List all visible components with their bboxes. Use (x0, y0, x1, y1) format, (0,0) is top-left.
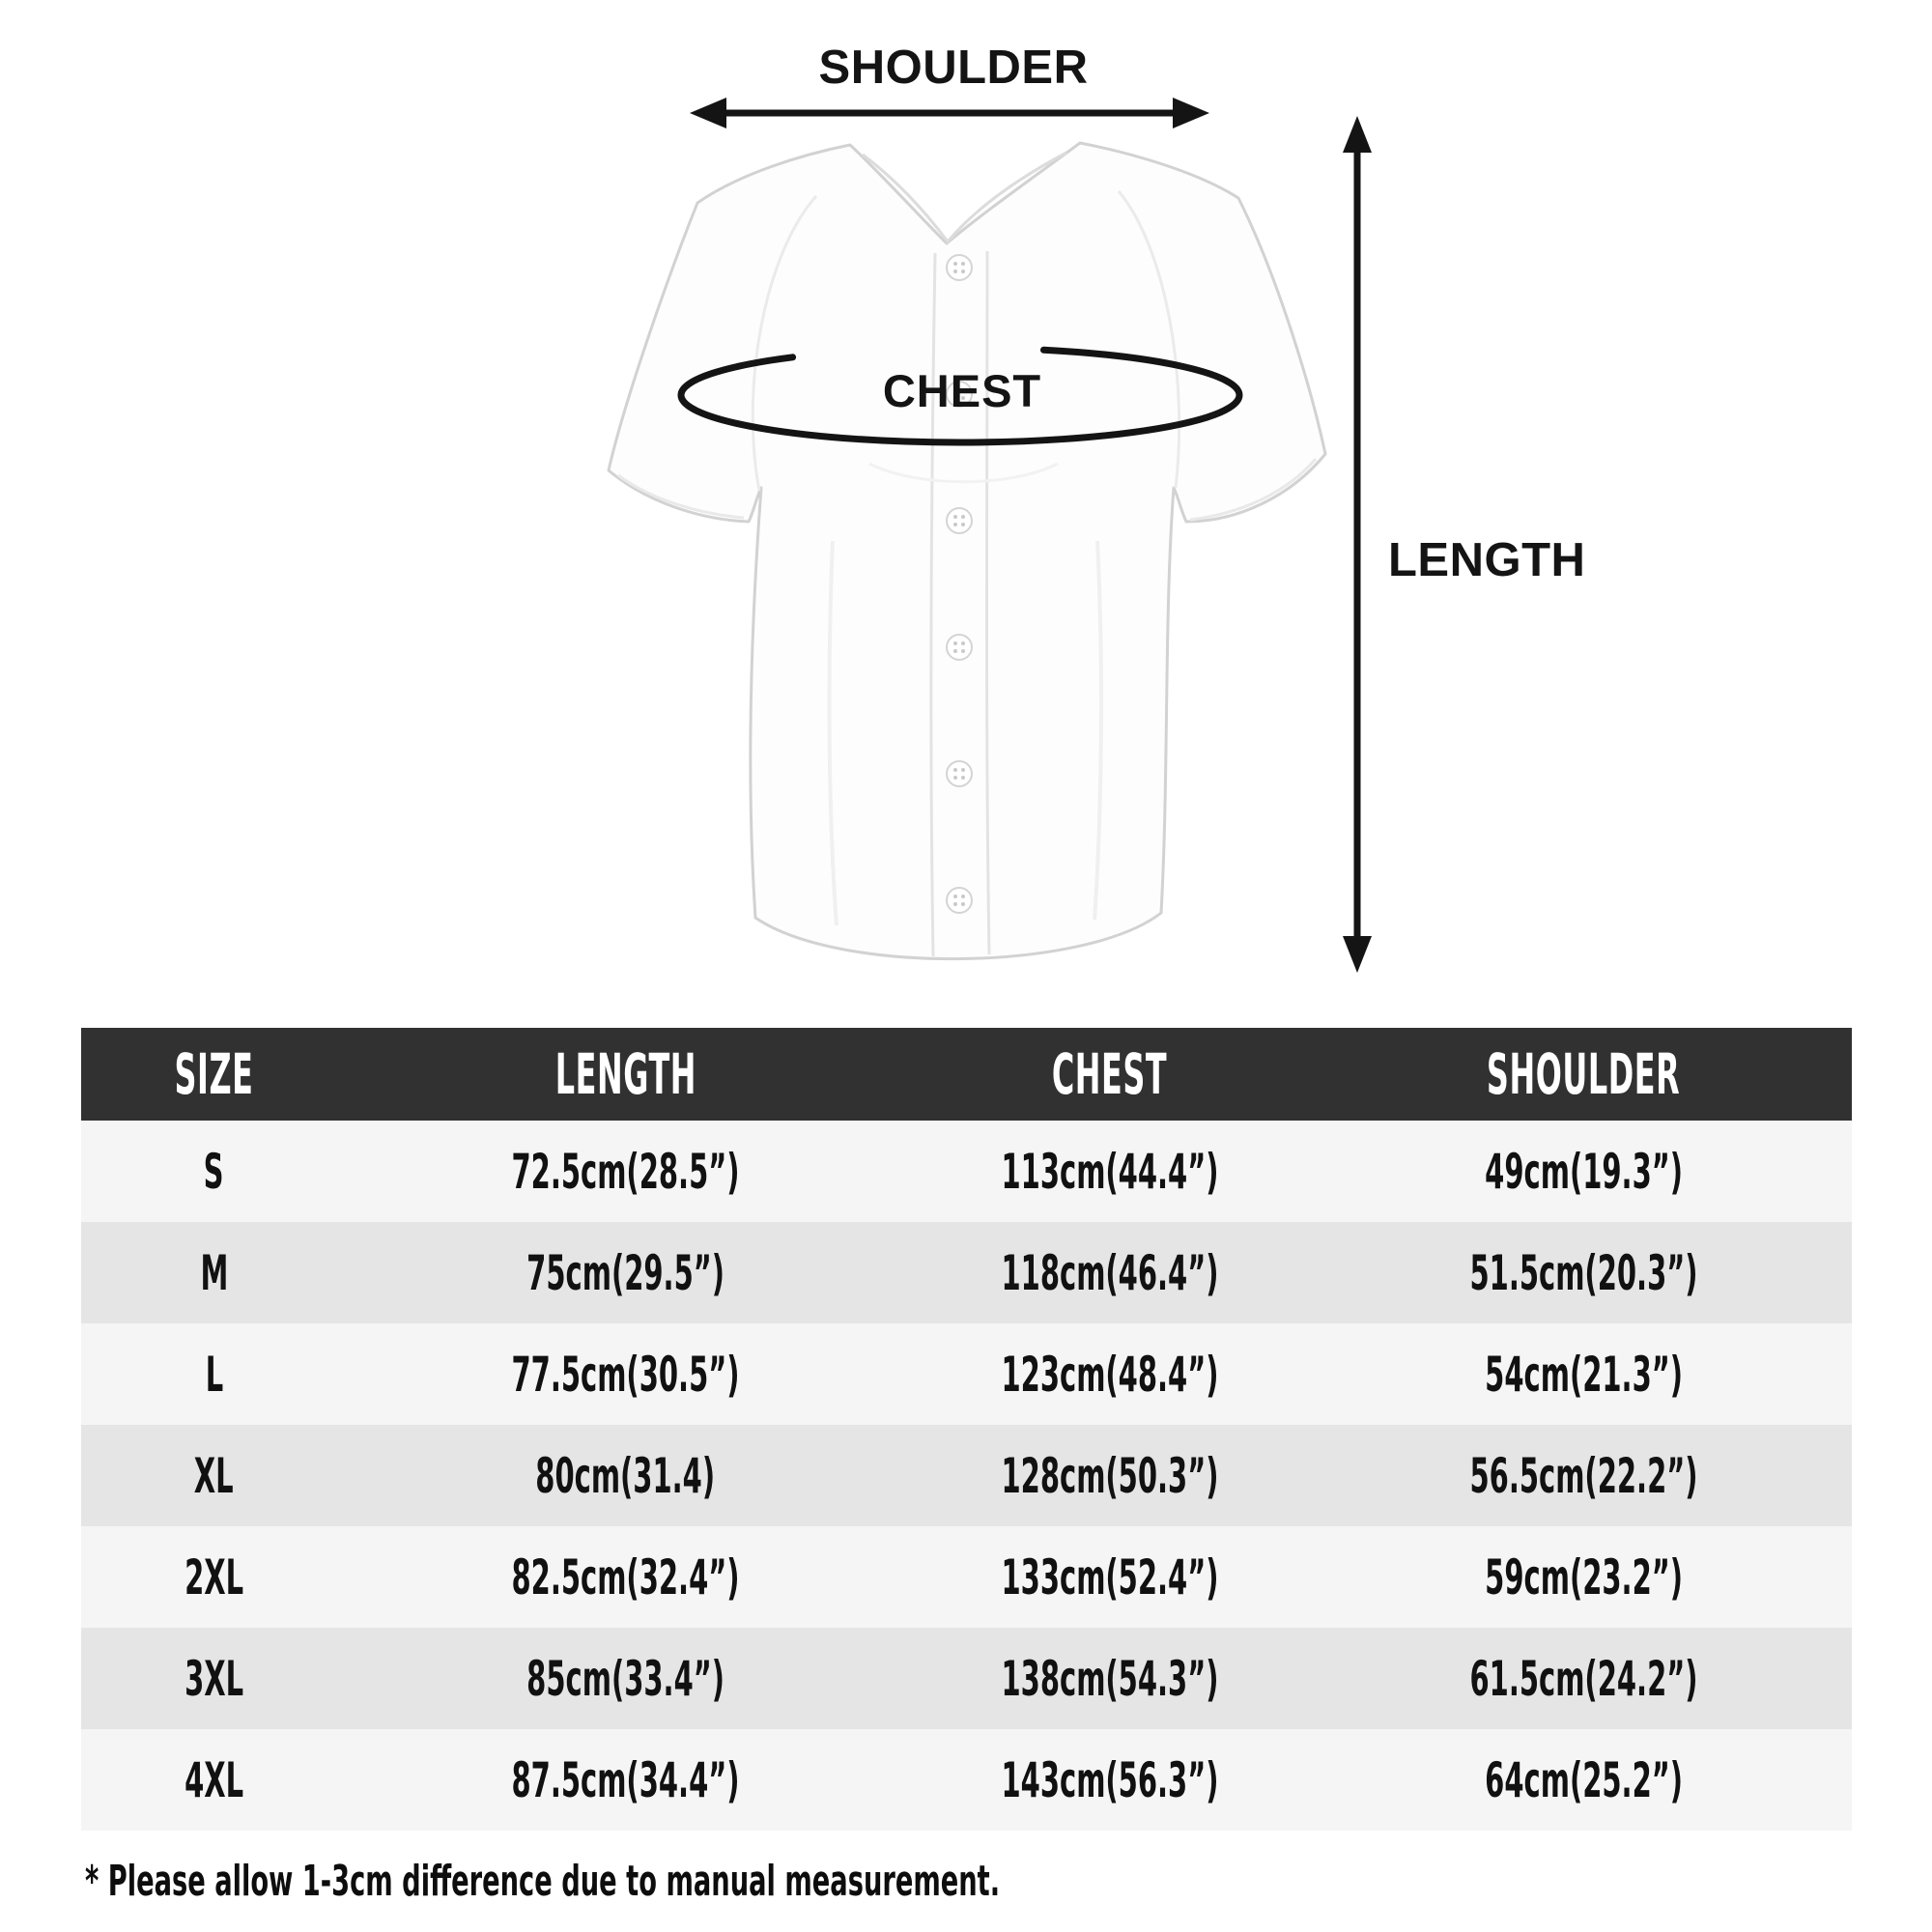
cell-length: 75cm(29.5”) (526, 1244, 725, 1301)
cell-chest: 113cm(44.4”) (1001, 1143, 1219, 1200)
shoulder-label: SHOULDER (818, 42, 1089, 94)
column-header-shoulder: SHOULDER (1487, 1041, 1681, 1107)
table-row-4xl (81, 1729, 1852, 1831)
cell-size: M (200, 1244, 228, 1301)
cell-length: 72.5cm(28.5”) (511, 1143, 740, 1200)
cell-shoulder: 49cm(19.3”) (1484, 1143, 1683, 1200)
measurement-footnote: * Please allow 1-3cm difference due to manual measurement. (85, 1856, 1001, 1906)
cell-shoulder: 51.5cm(20.3”) (1469, 1244, 1698, 1301)
cell-chest: 123cm(48.4”) (1001, 1346, 1219, 1403)
cell-length: 87.5cm(34.4”) (511, 1751, 740, 1808)
jersey-illustration (609, 143, 1325, 959)
length-label: LENGTH (1388, 534, 1586, 586)
cell-shoulder: 64cm(25.2”) (1484, 1751, 1683, 1808)
cell-size: 4XL (184, 1751, 243, 1808)
shoulder-arrow (690, 98, 1209, 128)
table-row-s (81, 1121, 1852, 1222)
length-arrow (1343, 116, 1372, 973)
cell-size: L (205, 1346, 223, 1403)
table-row-l (81, 1323, 1852, 1425)
size-table (81, 1028, 1852, 1831)
shoulder-annotation (690, 42, 1209, 128)
cell-size: 3XL (184, 1650, 243, 1707)
chest-label: CHEST (882, 365, 1042, 416)
cell-length: 77.5cm(30.5”) (511, 1346, 740, 1403)
cell-length: 80cm(31.4) (535, 1447, 716, 1504)
cell-size: 2XL (184, 1548, 243, 1605)
size-table-body (81, 1121, 1852, 1831)
length-annotation (1343, 116, 1585, 973)
table-row-m (81, 1222, 1852, 1323)
cell-chest: 128cm(50.3”) (1001, 1447, 1219, 1504)
column-header-length: LENGTH (554, 1041, 696, 1107)
cell-chest: 118cm(46.4”) (1001, 1244, 1219, 1301)
cell-shoulder: 59cm(23.2”) (1484, 1548, 1683, 1605)
table-row-2xl (81, 1526, 1852, 1628)
table-row-xl (81, 1425, 1852, 1526)
cell-chest: 143cm(56.3”) (1001, 1751, 1219, 1808)
cell-shoulder: 54cm(21.3”) (1484, 1346, 1683, 1403)
cell-shoulder: 61.5cm(24.2”) (1469, 1650, 1698, 1707)
cell-size: S (204, 1143, 224, 1200)
cell-length: 85cm(33.4”) (526, 1650, 725, 1707)
table-row-3xl (81, 1628, 1852, 1729)
cell-length: 82.5cm(32.4”) (511, 1548, 740, 1605)
cell-size: XL (194, 1447, 234, 1504)
size-table-header-row (81, 1028, 1852, 1121)
cell-shoulder: 56.5cm(22.2”) (1469, 1447, 1698, 1504)
cell-chest: 133cm(52.4”) (1001, 1548, 1219, 1605)
column-header-size: SIZE (174, 1041, 254, 1107)
cell-chest: 138cm(54.3”) (1001, 1650, 1219, 1707)
column-header-chest: CHEST (1052, 1041, 1168, 1107)
